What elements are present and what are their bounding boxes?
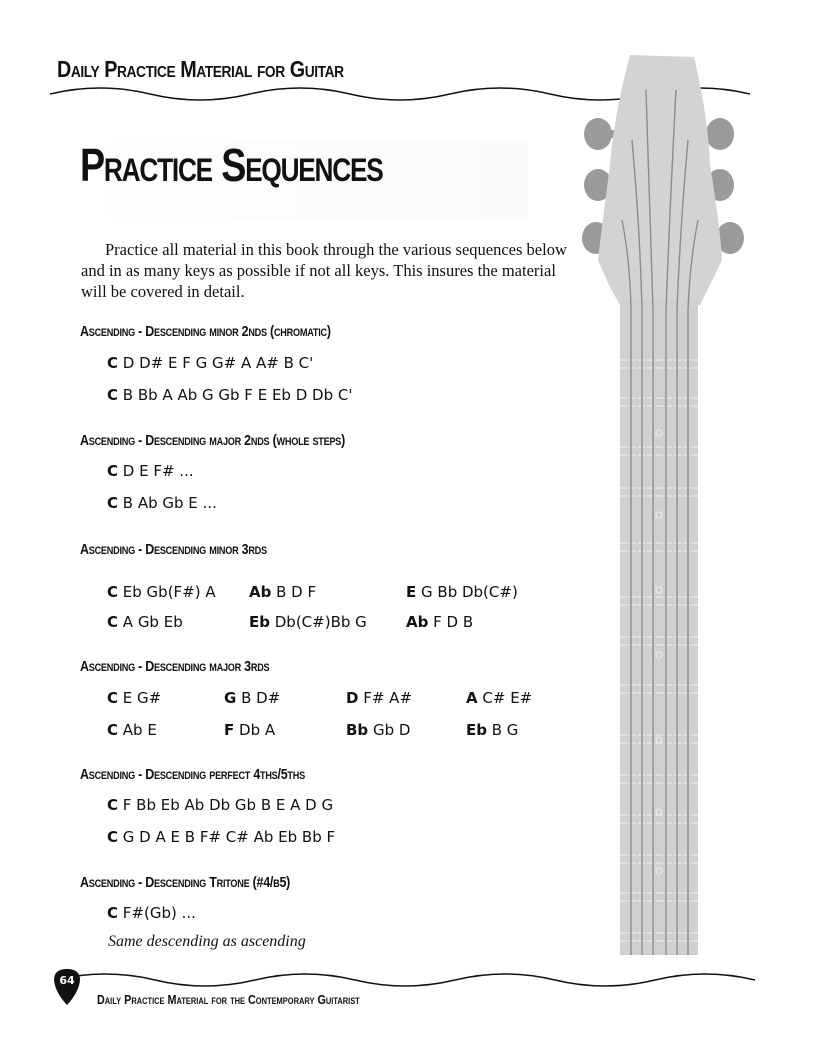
sequence-cell: E G Bb Db(C#) (406, 583, 518, 601)
sequence-cell: A C# E# (466, 689, 533, 707)
section-heading: Ascending - Descending major 3rds (80, 658, 270, 675)
sequence-line: C D D# E F G G# A A# B C' (107, 354, 314, 372)
sequence-cell: F Db A (224, 721, 276, 739)
intro-paragraph: Practice all material in this book through the various sequences below and in as many keys as possible if not all keys. This insures the material will be covered in detail. (81, 240, 567, 301)
sequence-cell: Eb B G (466, 721, 519, 739)
running-header: Daily Practice Material for Guitar (57, 56, 344, 82)
page-number: 64 (59, 974, 75, 987)
sequence-cell: C E G# (107, 689, 162, 707)
section-heading: Ascending - Descending minor 3rds (80, 541, 267, 558)
page-number-pick-icon (53, 968, 81, 1006)
sequence-cell: D F# A# (346, 689, 413, 707)
section-heading: Ascending - Descending minor 2nds (chromatic) (80, 323, 331, 340)
section-heading: Ascending - Descending perfect 4ths/5ths (80, 766, 305, 783)
section-note: Same descending as ascending (108, 933, 306, 950)
sequence-cell: C Eb Gb(F#) A (107, 583, 216, 601)
sequence-cell: Eb Db(C#)Bb G (249, 613, 367, 631)
sequence-cell: Bb Gb D (346, 721, 411, 739)
sequence-cell: C A Gb Eb (107, 613, 183, 631)
section-heading: Ascending - Descending Tritone (#4/b5) (80, 874, 291, 891)
sequence-cell: Ab F D B (406, 613, 474, 631)
sequence-cell: Ab B D F (249, 583, 317, 601)
guitar-neck-illustration (560, 55, 760, 960)
section-heading: Ascending - Descending major 2nds (whole steps) (80, 432, 346, 449)
footer-wave-rule (0, 968, 816, 992)
running-footer: Daily Practice Material for the Contemporary Guitarist (97, 992, 360, 1007)
sequence-line: C G D A E B F# C# Ab Eb Bb F (107, 828, 336, 846)
sequence-line: C D E F# ... (107, 462, 194, 480)
sequence-cell: G B D# (224, 689, 281, 707)
sequence-line: C B Bb A Ab G Gb F E Eb D Db C' (107, 386, 353, 404)
sequence-line: C F Bb Eb Ab Db Gb B E A D G (107, 796, 334, 814)
sequence-line: C B Ab Gb E ... (107, 494, 217, 512)
sequence-line: C F#(Gb) ... (107, 904, 196, 922)
sequence-cell: C Ab E (107, 721, 157, 739)
page-title: Practice Sequences (80, 139, 383, 191)
